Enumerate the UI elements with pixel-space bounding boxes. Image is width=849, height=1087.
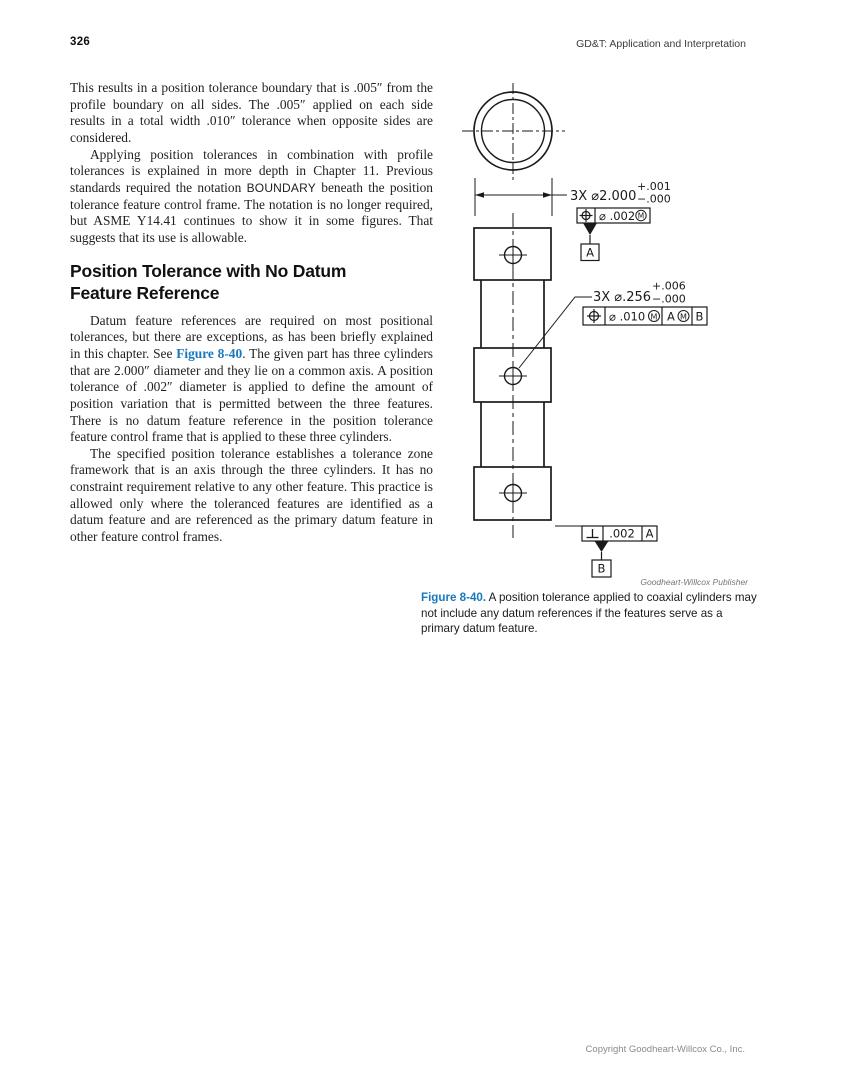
figure-8-40-drawing (430, 60, 849, 605)
figure-caption-text: A position tolerance applied to coaxial cylinders may not include any datum references if the features serve as a primary datum feature. (421, 591, 757, 636)
datum-b-label: B (597, 561, 606, 576)
paragraph-1-text: This results in a position tolerance boundary that is .005″ from the profile boundary on all sides. The .005″ applied on each side results in a total width .010″ tolerance when opposite sides are considered. (70, 80, 433, 145)
svg-text:M: M (650, 312, 658, 322)
figure-caption-label: Figure 8-40. (421, 591, 487, 604)
technical-drawing (430, 60, 849, 605)
fcf2-datum2: B (695, 309, 704, 324)
datum-triangle-b-icon (595, 541, 609, 552)
dim1-minus-tolerance: −.000 (637, 192, 671, 206)
perpendicularity-symbol-icon (587, 529, 599, 538)
svg-text:M: M (637, 211, 645, 221)
hole-callout (519, 280, 707, 369)
figure-caption (421, 590, 758, 637)
page-number: 326 (70, 36, 91, 48)
arrowhead-right-icon (543, 192, 552, 198)
position-symbol-icon (587, 309, 601, 323)
fcf3-datum-ref: A (645, 526, 654, 541)
body-text-column (70, 80, 433, 546)
paragraph-2-text: Applying position tolerances in combination with profile tolerances is explained in more depth in Chapter 11. Previous standards required the notation (70, 146, 433, 195)
position-symbol-icon (580, 209, 593, 222)
section-heading (70, 260, 433, 304)
dim2-plus-tolerance: +.006 (652, 279, 686, 293)
dim1-label: 3X ⌀2.000 (570, 189, 637, 204)
paragraph-2-text-after: beneath the position tolerance feature control frame. The notation is no longer required, but ASME Y14.41 continues to show it in some figures. That suggests that its use is allowable. (70, 179, 433, 245)
section-heading-line2: Feature Reference (70, 282, 220, 303)
perpendicularity-callout (555, 526, 657, 577)
fcf1-tolerance: ⌀ .002 (599, 209, 636, 223)
center-target-2 (499, 362, 527, 390)
fcf2-datum1: A (667, 309, 675, 324)
dim1-plus-tolerance: +.001 (637, 180, 671, 193)
center-target-3 (499, 479, 527, 507)
datum-a-label: A (586, 245, 594, 260)
dim2-minus-tolerance: −.000 (652, 292, 686, 306)
mmc-symbol-icon (678, 311, 689, 322)
running-header: GD&T: Application and Interpretation (576, 38, 746, 50)
figure-credit: Goodheart-Willcox Publisher (640, 577, 748, 587)
mmc-symbol-icon (649, 311, 660, 322)
section-heading-line1: Position Tolerance with No Datum (70, 260, 347, 281)
paragraph-4-text: The specified position tolerance establishes a tolerance zone framework that is an axis through the three cylinders. It has no constraint requirement relative to any other feature. This practice is allowed only where the toleranced features are identified as a datum feature and are referenced as the primary datum feature in other feature control frames. (70, 445, 433, 545)
datum-triangle-a-icon (583, 223, 597, 235)
front-view (474, 213, 551, 538)
paragraph-3 (70, 313, 433, 446)
arrowhead-left-icon (475, 192, 484, 198)
figure-8-40-link[interactable]: Figure 8-40 (176, 345, 243, 361)
fcf2-tolerance: ⌀ .010 (609, 309, 646, 324)
svg-text:M: M (680, 312, 687, 322)
fcf3-tolerance: .002 (609, 526, 635, 541)
paragraph-2 (70, 147, 433, 247)
paragraph-1 (70, 80, 433, 147)
feature-control-frame-1 (577, 208, 650, 261)
mmc-symbol-icon (636, 210, 646, 220)
dim2-label: 3X ⌀.256 (593, 290, 652, 305)
copyright-line: Copyright Goodheart-Willcox Co., Inc. (585, 1044, 745, 1055)
paragraph-3-text-after: . The given part has three cylinders that are 2.000″ diameter and they lie on a common axis. A position tolerance of .002″ diameter is applied to define the amount of position variation that is permitted between the three features. There is no datum feature reference in the position tolerance feature control frame that is applied to these three cylinders. (70, 345, 433, 445)
paragraph-4 (70, 446, 433, 546)
paragraph-3-text: Datum feature references are required on most positional tolerances, but there are exceptions, as has been briefly explained in this chapter. See (70, 312, 433, 361)
callout-leader (519, 297, 592, 368)
center-target-1 (499, 241, 527, 269)
top-view (462, 83, 565, 183)
boundary-notation: BOUNDARY (246, 180, 316, 195)
